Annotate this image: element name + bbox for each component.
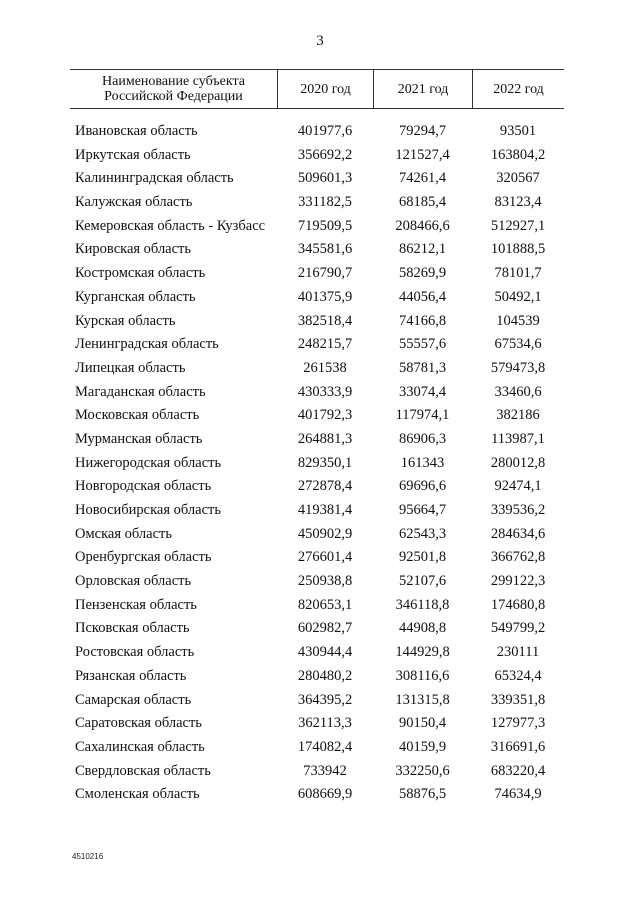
- value-2020-cell: 602982,7: [297, 620, 353, 637]
- table-row: [70, 357, 564, 381]
- value-2022-cell: 683220,4: [490, 762, 546, 779]
- value-2021-cell: 58781,3: [398, 359, 447, 376]
- table-row: [70, 689, 564, 713]
- table-header: [70, 69, 564, 109]
- region-name-cell: Калужская область: [75, 194, 193, 211]
- table-row: [70, 333, 564, 357]
- value-2021-cell: 308116,6: [395, 667, 450, 684]
- value-2020-cell: 272878,4: [297, 478, 353, 495]
- table-row: [70, 594, 564, 618]
- table-row: [70, 428, 564, 452]
- region-name-cell: Пензенская область: [75, 596, 197, 613]
- value-2021-cell: 33074,4: [398, 383, 447, 400]
- value-2021-cell: 117974,1: [395, 407, 450, 424]
- table-row: [70, 452, 564, 476]
- header-year-2020: 2020 год: [277, 70, 373, 108]
- value-2022-cell: 320567: [496, 170, 540, 187]
- region-name-cell: Саратовская область: [75, 715, 202, 732]
- value-2021-cell: 95664,7: [398, 502, 447, 518]
- region-name-cell: Кемеровская область - Кузбасс: [75, 217, 266, 234]
- region-name-cell: Ленинградская область: [75, 336, 219, 353]
- value-2022-cell: 33460,6: [494, 383, 542, 400]
- value-2022-cell: 65324,4: [494, 667, 542, 684]
- value-2020-cell: 250938,8: [297, 573, 353, 590]
- region-name-cell: Сахалинская область: [75, 738, 205, 755]
- value-2020-cell: 450902,9: [297, 525, 353, 542]
- value-2020-cell: 829350,1: [297, 454, 353, 471]
- value-2021-cell: 208466,6: [395, 217, 450, 234]
- value-2020-cell: 509601,3: [297, 170, 353, 187]
- header-year-2021: 2021 год: [373, 70, 472, 108]
- table-row: [70, 546, 564, 570]
- table-row: [70, 215, 564, 239]
- region-name-cell: Орловская область: [75, 573, 192, 590]
- value-2020-cell: 345581,6: [297, 241, 353, 258]
- value-2021-cell: 68185,4: [398, 194, 447, 211]
- value-2022-cell: 174680,8: [490, 596, 546, 613]
- value-2020-cell: 401375,9: [297, 288, 353, 305]
- region-name-cell: Московская область: [75, 407, 200, 424]
- region-name-cell: Псковская область: [75, 620, 190, 637]
- value-2020-cell: 356692,2: [297, 146, 353, 163]
- table-row: [70, 617, 564, 641]
- value-2022-cell: 299122,3: [490, 573, 546, 590]
- value-2022-cell: 339536,2: [490, 502, 546, 518]
- value-2020-cell: 430944,4: [297, 644, 353, 661]
- value-2022-cell: 366762,8: [490, 549, 546, 566]
- value-2021-cell: 121527,4: [395, 146, 450, 163]
- region-name-cell: Смоленская область: [75, 786, 200, 803]
- value-2021-cell: 44056,4: [398, 288, 447, 305]
- value-2020-cell: 174082,4: [297, 738, 353, 755]
- region-name-cell: Ивановская область: [75, 123, 198, 139]
- value-2021-cell: 90150,4: [398, 715, 447, 732]
- header-region-name-line2: Российской Федерации: [104, 89, 243, 104]
- region-name-cell: Курская область: [75, 312, 176, 329]
- value-2020-cell: 401977,6: [297, 123, 353, 139]
- value-2020-cell: 382518,4: [297, 312, 353, 329]
- value-2022-cell: 163804,2: [490, 146, 546, 163]
- table-row: [70, 736, 564, 760]
- value-2020-cell: 608669,9: [297, 786, 353, 803]
- table-row: [70, 760, 564, 784]
- value-2022-cell: 512927,1: [490, 217, 546, 234]
- table-body: [70, 120, 564, 807]
- value-2022-cell: 113987,1: [491, 430, 545, 447]
- value-2021-cell: 79294,7: [398, 123, 447, 139]
- value-2020-cell: 719509,5: [297, 217, 353, 234]
- document-code: 4510216: [72, 852, 104, 861]
- value-2022-cell: 339351,8: [490, 691, 546, 708]
- value-2020-cell: 216790,7: [297, 265, 353, 282]
- region-name-cell: Новгородская область: [75, 478, 212, 495]
- table-row: [70, 286, 564, 310]
- region-name-cell: Курганская область: [75, 288, 196, 305]
- value-2020-cell: 248215,7: [297, 336, 353, 353]
- table-row: [70, 238, 564, 262]
- table-row: [70, 404, 564, 428]
- table-row: [70, 262, 564, 286]
- value-2022-cell: 127977,3: [490, 715, 546, 732]
- region-name-cell: Свердловская область: [75, 762, 211, 779]
- value-2021-cell: 69696,6: [398, 478, 447, 495]
- table-row: [70, 523, 564, 547]
- value-2022-cell: 280012,8: [490, 454, 546, 471]
- region-name-cell: Липецкая область: [75, 359, 186, 376]
- value-2021-cell: 74261,4: [398, 170, 447, 187]
- value-2022-cell: 579473,8: [490, 359, 546, 376]
- region-name-cell: Костромская область: [75, 265, 206, 282]
- value-2022-cell: 67534,6: [494, 336, 542, 353]
- value-2021-cell: 44908,8: [398, 620, 447, 637]
- value-2021-cell: 86212,1: [398, 241, 447, 258]
- value-2021-cell: 346118,8: [395, 596, 450, 613]
- value-2021-cell: 86906,3: [398, 430, 447, 447]
- data-table: [70, 69, 564, 803]
- value-2020-cell: 733942: [303, 762, 347, 779]
- region-name-cell: Самарская область: [75, 691, 192, 708]
- value-2021-cell: 131315,8: [395, 691, 450, 708]
- table-row: [70, 310, 564, 334]
- value-2021-cell: 40159,9: [398, 738, 447, 755]
- value-2021-cell: 92501,8: [398, 549, 447, 566]
- value-2022-cell: 92474,1: [494, 478, 542, 495]
- value-2021-cell: 62543,3: [398, 525, 447, 542]
- region-name-cell: Нижегородская область: [75, 454, 222, 471]
- value-2021-cell: 161343: [400, 454, 445, 471]
- value-2022-cell: 104539: [496, 312, 540, 329]
- value-2021-cell: 52107,6: [398, 573, 447, 590]
- value-2020-cell: 419381,4: [297, 502, 353, 518]
- table-row: [70, 191, 564, 215]
- region-name-cell: Иркутская область: [75, 146, 191, 163]
- region-name-cell: Ростовская область: [75, 644, 195, 661]
- table-row: [70, 499, 564, 523]
- value-2021-cell: 74166,8: [398, 312, 447, 329]
- region-name-cell: Калининградская область: [75, 170, 234, 187]
- region-name-cell: Новосибирская область: [75, 502, 221, 518]
- value-2020-cell: 276601,4: [297, 549, 353, 566]
- value-2022-cell: 382186: [496, 407, 540, 424]
- value-2021-cell: 144929,8: [395, 644, 450, 661]
- value-2020-cell: 362113,3: [298, 715, 352, 732]
- value-2020-cell: 264881,3: [297, 430, 353, 447]
- table-row: [70, 381, 564, 405]
- value-2020-cell: 401792,3: [297, 407, 353, 424]
- region-name-cell: Омская область: [75, 525, 172, 542]
- value-2020-cell: 820653,1: [297, 596, 353, 613]
- table-row: [70, 641, 564, 665]
- header-region-name-line1: Наименование субъекта: [102, 74, 245, 89]
- table-row: [70, 665, 564, 689]
- value-2020-cell: 261538: [303, 359, 347, 376]
- header-region-name: [70, 70, 277, 108]
- table-row: [70, 167, 564, 191]
- table-row: [70, 475, 564, 499]
- table-row: [70, 120, 564, 144]
- value-2020-cell: 364395,2: [297, 691, 353, 708]
- value-2022-cell: 316691,6: [490, 738, 546, 755]
- region-name-cell: Мурманская область: [75, 430, 203, 447]
- value-2022-cell: 284634,6: [490, 525, 546, 542]
- header-year-2022: 2022 год: [472, 70, 564, 108]
- value-2022-cell: 93501: [499, 123, 537, 139]
- table-row: [70, 783, 564, 807]
- value-2020-cell: 331182,5: [298, 194, 352, 211]
- value-2021-cell: 58269,9: [398, 265, 447, 282]
- value-2021-cell: 58876,5: [398, 786, 447, 803]
- value-2022-cell: 50492,1: [494, 288, 542, 305]
- table-row: [70, 570, 564, 594]
- region-name-cell: Рязанская область: [75, 667, 187, 684]
- value-2022-cell: 101888,5: [490, 241, 546, 258]
- region-name-cell: Оренбургская область: [75, 549, 212, 566]
- value-2022-cell: 83123,4: [494, 194, 542, 211]
- table-row: [70, 712, 564, 736]
- value-2020-cell: 280480,2: [297, 667, 353, 684]
- page-number: 3: [316, 33, 324, 49]
- value-2022-cell: 549799,2: [490, 620, 546, 637]
- value-2022-cell: 74634,9: [494, 786, 542, 803]
- value-2021-cell: 55557,6: [398, 336, 447, 353]
- region-name-cell: Магаданская область: [75, 383, 206, 400]
- value-2020-cell: 430333,9: [297, 383, 353, 400]
- table-row: [70, 144, 564, 168]
- value-2022-cell: 78101,7: [494, 265, 542, 282]
- value-2022-cell: 230111: [496, 644, 540, 661]
- region-name-cell: Кировская область: [75, 241, 192, 258]
- value-2021-cell: 332250,6: [395, 762, 450, 779]
